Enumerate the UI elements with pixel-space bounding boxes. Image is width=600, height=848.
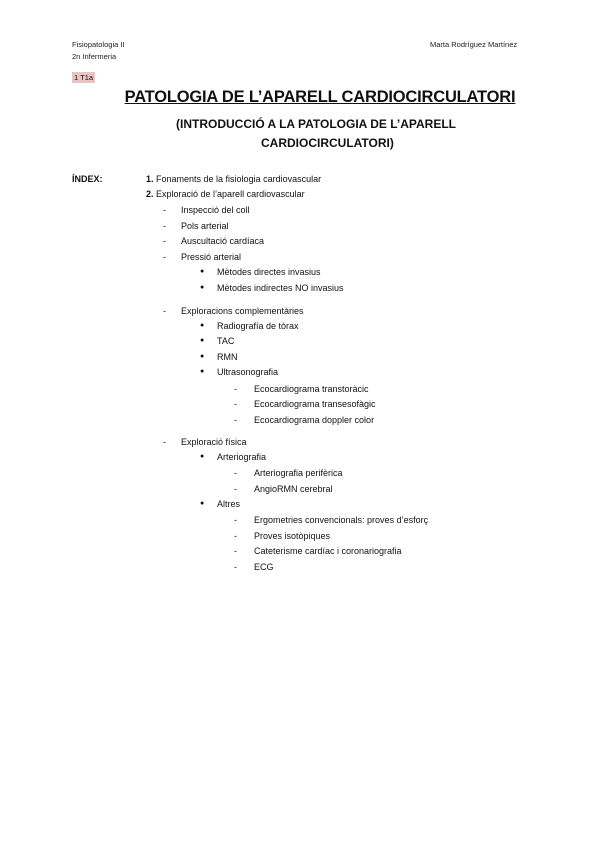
dash-marker: - — [234, 531, 237, 541]
list-item-doppler: Ecocardiograma doppler color — [254, 415, 375, 425]
list-item-tac: TAC — [217, 336, 235, 346]
header-author: Marta Rodríguez Martínez — [430, 40, 518, 49]
list-item-altres: Altres — [217, 499, 241, 509]
index-item-1-text: Fonaments de la fisiologia cardiovascular — [153, 174, 322, 184]
subtitle-line-2: CARDIOCIRCULATORI) — [261, 136, 394, 150]
list-item-indirectes: Mètodes indirectes NO invasius — [217, 283, 344, 293]
dash-marker: - — [163, 437, 166, 447]
index-label: ÍNDEX: — [72, 174, 103, 184]
header-group: 2n Infermeria — [72, 52, 117, 61]
list-item-transtoracic: Ecocardiograma transtoràcic — [254, 384, 369, 394]
dash-marker: - — [234, 546, 237, 556]
bullet-marker: ● — [200, 337, 205, 344]
bullet-marker: ● — [200, 284, 205, 291]
list-item-pressio: Pressió arterial — [181, 252, 242, 262]
list-item-periferica: Arteriografia perifèrica — [254, 468, 343, 478]
dash-marker: - — [163, 221, 166, 231]
bullet-marker: ● — [200, 268, 205, 275]
list-item-auscultacio: Auscultació cardíaca — [181, 236, 265, 246]
list-item-cateterisme: Cateterisme cardíac i coronariografia — [254, 546, 402, 556]
dash-marker: - — [163, 306, 166, 316]
index-item-1-number: 1. — [146, 174, 154, 184]
list-item-transesofagic: Ecocardiograma transesofàgic — [254, 399, 376, 409]
topic-badge: 1 T1a — [74, 73, 94, 82]
list-item-ecg: ECG — [254, 562, 274, 572]
page-title: PATOLOGIA DE L’APARELL CARDIOCIRCULATORI — [124, 88, 516, 106]
index-item-2-number: 2. — [146, 189, 154, 199]
bullet-marker: ● — [200, 500, 205, 507]
index-item-2 — [146, 189, 305, 199]
subtitle-line-1: (INTRODUCCIÓ A LA PATOLOGIA DE L’APARELL — [176, 117, 456, 131]
header-course: Fisiopatologia II — [72, 40, 125, 49]
list-item-fisica: Exploració física — [181, 437, 247, 447]
list-item-ergometries: Ergometries convencionals: proves d’esforç — [254, 515, 429, 525]
dash-marker: - — [234, 484, 237, 494]
dash-marker: - — [163, 205, 166, 215]
list-item-radiografia: Radiografía de tòrax — [217, 321, 299, 331]
list-item-arteriografia: Arteriografia — [217, 452, 267, 462]
dash-marker: - — [234, 468, 237, 478]
list-item-pols: Pols arterial — [181, 221, 229, 231]
index-item-1 — [146, 174, 321, 184]
dash-marker: - — [163, 236, 166, 246]
bullet-marker: ● — [200, 453, 205, 460]
dash-marker: - — [234, 384, 237, 394]
bullet-marker: ● — [200, 353, 205, 360]
dash-marker: - — [234, 415, 237, 425]
dash-marker: - — [234, 562, 237, 572]
list-item-directes: Mètodes directes invasius — [217, 267, 321, 277]
list-item-inspeccio: Inspecció del coll — [181, 205, 250, 215]
list-item-angiormn: AngioRMN cerebral — [254, 484, 333, 494]
list-item-ultrasono: Ultrasonografia — [217, 367, 279, 377]
list-item-complementaries: Exploracions complementàries — [181, 306, 304, 316]
list-item-rmn: RMN — [217, 352, 238, 362]
dash-marker: - — [163, 252, 166, 262]
index-item-2-text: Exploració de l’aparell cardiovascular — [153, 189, 305, 199]
list-item-isotopiques: Proves isotòpiques — [254, 531, 331, 541]
bullet-marker: ● — [200, 368, 205, 375]
bullet-marker: ● — [200, 322, 205, 329]
dash-marker: - — [234, 515, 237, 525]
dash-marker: - — [234, 399, 237, 409]
